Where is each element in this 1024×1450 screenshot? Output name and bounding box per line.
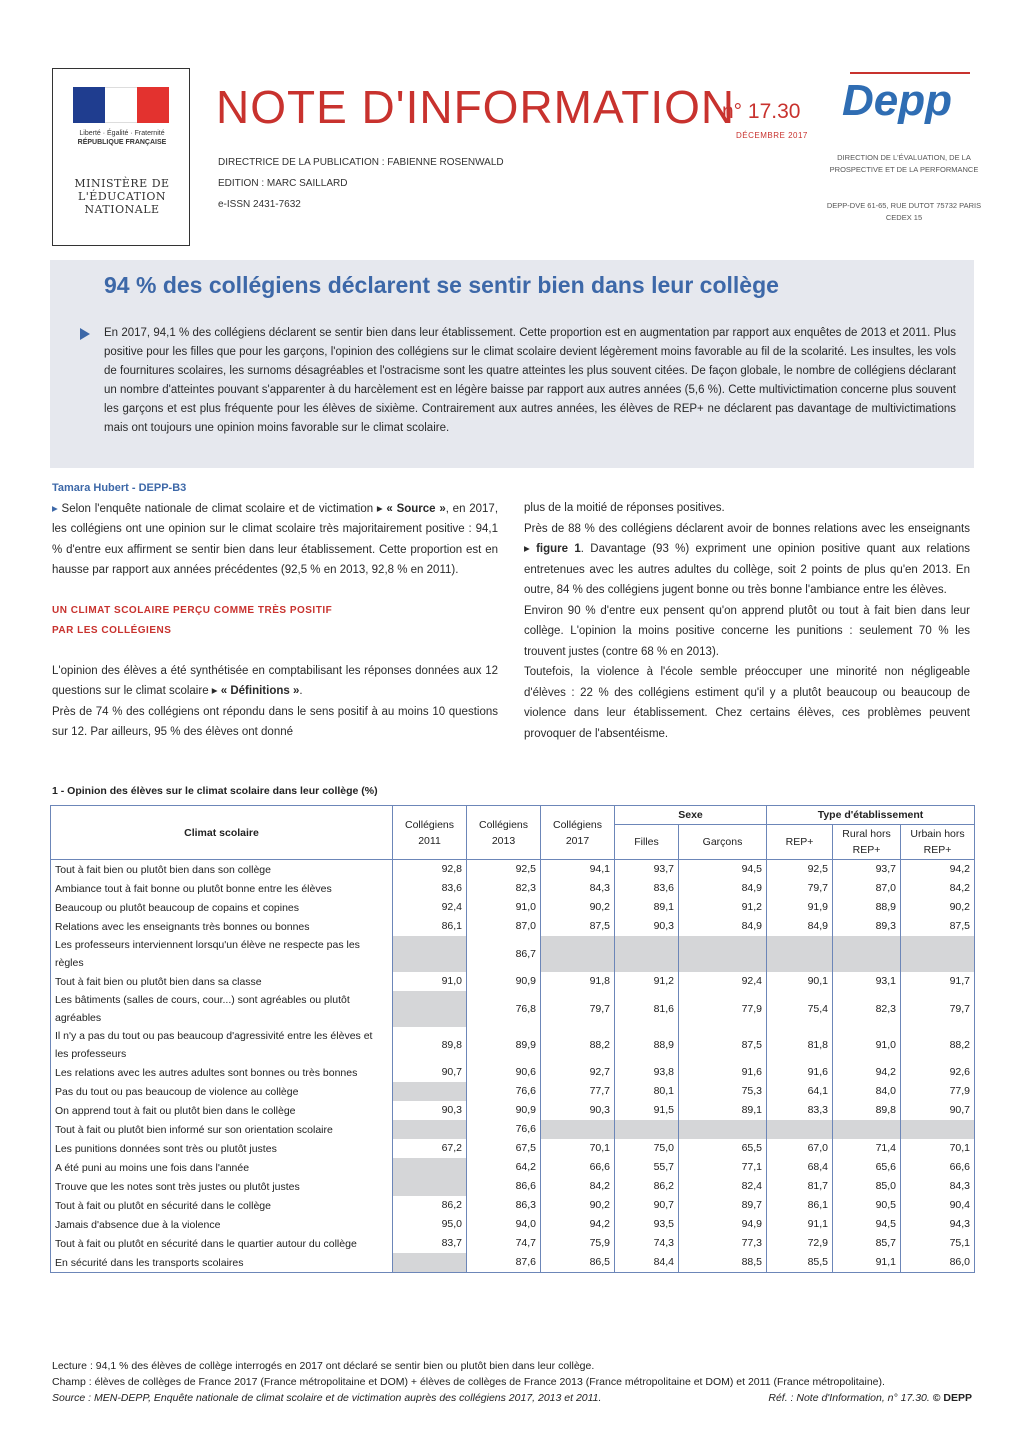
table-cell: 90,3 xyxy=(615,917,679,936)
table-cell: 92,4 xyxy=(679,972,767,991)
table-cell: 94,2 xyxy=(833,1063,901,1082)
table-row xyxy=(51,1234,975,1253)
table-cell: 79,7 xyxy=(767,879,833,898)
table-cell: 86,2 xyxy=(615,1177,679,1196)
table-header-2017: Collégiens 2017 xyxy=(541,806,615,860)
table-row xyxy=(51,1177,975,1196)
table-cell xyxy=(679,936,767,972)
row-label: Beaucoup ou plutôt beaucoup de copains et copines xyxy=(51,898,393,917)
table-cell: 79,7 xyxy=(541,991,615,1027)
table-row xyxy=(51,972,975,991)
row-label: Trouve que les notes sont très justes ou plutôt justes xyxy=(51,1177,393,1196)
table-cell: 92,6 xyxy=(901,1063,975,1082)
table-cell: 77,3 xyxy=(679,1234,767,1253)
table-cell: 92,7 xyxy=(541,1063,615,1082)
table-cell: 75,0 xyxy=(615,1139,679,1158)
depp-rule xyxy=(850,72,970,74)
table-cell: 94,5 xyxy=(679,860,767,880)
table-cell: 75,9 xyxy=(541,1234,615,1253)
table-cell: 87,5 xyxy=(901,917,975,936)
table-cell xyxy=(393,1120,467,1139)
body-right-column xyxy=(524,498,970,744)
table-cell: 86,6 xyxy=(467,1177,541,1196)
table-cell: 68,4 xyxy=(767,1158,833,1177)
table-row xyxy=(51,1101,975,1120)
table-cell: 90,5 xyxy=(833,1196,901,1215)
table-cell: 75,4 xyxy=(767,991,833,1027)
row-label: En sécurité dans les transports scolaires xyxy=(51,1253,393,1273)
table-cell: 90,4 xyxy=(901,1196,975,1215)
table-cell: 84,3 xyxy=(901,1177,975,1196)
table-cell: 75,3 xyxy=(679,1082,767,1101)
triangle-bullet-icon: ▸ xyxy=(52,502,62,515)
table-cell: 91,0 xyxy=(393,972,467,991)
table-cell: 88,9 xyxy=(833,898,901,917)
table-cell: 70,1 xyxy=(541,1139,615,1158)
table-row xyxy=(51,879,975,898)
table-cell: 91,0 xyxy=(833,1027,901,1063)
table-row xyxy=(51,1027,975,1063)
table-cell: 90,6 xyxy=(467,1063,541,1082)
table-cell: 86,3 xyxy=(467,1196,541,1215)
depp-logo: Depp xyxy=(842,76,952,125)
table-cell: 84,9 xyxy=(767,917,833,936)
table-cell: 74,7 xyxy=(467,1234,541,1253)
row-label: Les punitions données sont très ou plutôt justes xyxy=(51,1139,393,1158)
table-cell: 91,9 xyxy=(767,898,833,917)
table-cell: 93,8 xyxy=(615,1063,679,1082)
summary-text: En 2017, 94,1 % des collégiens déclarent se sentir bien dans leur établissement. Cette proportion est en augmentation par rapport aux enquêtes de 2013 et 2011. Plus positive pour les filles que pour les garçons, l'opinion des collégiens sur le climat scolaire devient légèrement moins favorable au fil de la scolarité. Les insultes, les vols de fournitures scolaires, les surnoms désagréables et l'ostracisme sont les quatre atteintes les plus souvent citées. De façon globale, le nombre de collégiens déclarant un nombre d'atteintes pouvant s'apparenter à du harcèlement est en légère baisse par rapport aux autres années (5,6 %). Cette multivictimation concerne plus souvent les garçons et est plus fréquente pour les élèves de sixième. Contrairement aux autres années, les élèves de REP+ ne déclarent pas davantage de multivictimations mais ont toujours une opinion moins favorable sur le climat scolaire. xyxy=(104,327,956,434)
table-cell xyxy=(541,936,615,972)
table-cell xyxy=(767,1120,833,1139)
table-cell: 89,7 xyxy=(679,1196,767,1215)
table-cell: 90,3 xyxy=(541,1101,615,1120)
table-cell: 75,1 xyxy=(901,1234,975,1253)
table-cell xyxy=(393,991,467,1027)
table-header-label: Climat scolaire xyxy=(51,806,393,860)
table-cell: 91,0 xyxy=(467,898,541,917)
champ-note: Champ : élèves de collèges de France 2017 (France métropolitaine et DOM) + élèves de collèges de France 2013 (France métropolitaine et DOM) et 2011 (France métropolitaine). xyxy=(52,1376,885,1388)
edition-credit: EDITION : MARC SAILLARD xyxy=(218,178,348,189)
body-paragraph: plus de la moitié de réponses positives. xyxy=(524,502,725,514)
table-cell: 88,5 xyxy=(679,1253,767,1273)
table-cell xyxy=(767,936,833,972)
table-cell: 91,1 xyxy=(767,1215,833,1234)
summary-box xyxy=(50,260,974,468)
body-paragraph: ▸ Selon l'enquête nationale de climat scolaire et de victimation ▸ « Source », en 2017, les collégiens ont une opinion sur le climat scolaire très majoritairement positive : 94,1 % d'entre eux affirment se sentir bien dans leur établissement. Cette proportion est en hausse par rapport aux années précédentes (92,5 % en 2013, 92,8 % en 2011). xyxy=(52,502,499,576)
table-row xyxy=(51,1120,975,1139)
table-cell: 91,6 xyxy=(767,1063,833,1082)
table-cell: 92,5 xyxy=(467,860,541,880)
row-label: Tout à fait ou plutôt bien informé sur son orientation scolaire xyxy=(51,1120,393,1139)
table-cell: 91,2 xyxy=(679,898,767,917)
table-cell: 90,7 xyxy=(615,1196,679,1215)
table-cell: 83,6 xyxy=(615,879,679,898)
table-cell: 84,4 xyxy=(615,1253,679,1273)
table-cell: 64,2 xyxy=(467,1158,541,1177)
table-cell: 94,9 xyxy=(679,1215,767,1234)
body-paragraph: Toutefois, la violence à l'école semble préoccuper une minorité non négligeable d'élèves : 22 % des collégiens estiment qu'il y a plutôt beaucoup ou beaucoup de violence dans leur établissement. Chez certains élèves, ces problèmes peuvent provoquer de l'absentéisme. xyxy=(524,666,970,740)
table-cell xyxy=(393,1082,467,1101)
table-cell: 90,2 xyxy=(901,898,975,917)
table-cell: 82,3 xyxy=(833,991,901,1027)
table-cell: 88,2 xyxy=(901,1027,975,1063)
table-header-rural: Rural hors REP+ xyxy=(833,825,901,860)
issue-date: DÉCEMBRE 2017 xyxy=(736,131,808,140)
table-cell xyxy=(541,1120,615,1139)
table-cell: 84,9 xyxy=(679,917,767,936)
row-label: Les professeurs interviennent lorsqu'un élève ne respecte pas les règles xyxy=(51,936,393,972)
table-cell: 77,1 xyxy=(679,1158,767,1177)
table-cell: 89,1 xyxy=(679,1101,767,1120)
definitions-link[interactable]: ▸ « Définitions » xyxy=(211,685,300,697)
reference: Réf. : Note d'Information, n° 17.30. xyxy=(768,1392,930,1404)
table-cell: 87,5 xyxy=(541,917,615,936)
table-cell: 89,1 xyxy=(615,898,679,917)
table-cell: 90,2 xyxy=(541,898,615,917)
table-cell: 90,7 xyxy=(393,1063,467,1082)
row-label: Jamais d'absence due à la violence xyxy=(51,1215,393,1234)
table-cell: 84,2 xyxy=(541,1177,615,1196)
table-cell xyxy=(615,936,679,972)
table-row xyxy=(51,1139,975,1158)
ministry-name: MINISTÈRE DE L'ÉDUCATION NATIONALE xyxy=(74,177,170,216)
table-cell: 86,7 xyxy=(467,936,541,972)
table-cell: 85,5 xyxy=(767,1253,833,1273)
source-note: Source : MEN-DEPP, Enquête nationale de climat scolaire et de victimation auprès des collégiens 2017, 2013 et 2011. Réf. : Note d'Information, n° 17.30. © DEPP xyxy=(52,1392,972,1404)
table-cell: 71,4 xyxy=(833,1139,901,1158)
table-cell: 77,7 xyxy=(541,1082,615,1101)
table-cell: 81,7 xyxy=(767,1177,833,1196)
body-paragraph: L'opinion des élèves a été synthétisée en comptabilisant les réponses données aux 12 questions sur le climat scolaire ▸ « Définitions ». xyxy=(52,664,498,697)
table-cell: 93,7 xyxy=(615,860,679,880)
table-cell: 90,3 xyxy=(393,1101,467,1120)
marianne-flag-icon xyxy=(73,87,169,123)
issn: e-ISSN 2431-7632 xyxy=(218,199,301,210)
table-cell: 72,9 xyxy=(767,1234,833,1253)
table-cell: 89,8 xyxy=(833,1101,901,1120)
table-cell: 94,2 xyxy=(541,1215,615,1234)
table-cell xyxy=(901,936,975,972)
table-cell xyxy=(393,1177,467,1196)
table-cell: 76,6 xyxy=(467,1082,541,1101)
table-cell: 92,5 xyxy=(767,860,833,880)
figure-link[interactable]: ▸ figure 1 xyxy=(524,543,581,555)
table-cell xyxy=(615,1120,679,1139)
table-cell: 92,8 xyxy=(393,860,467,880)
table-cell: 86,2 xyxy=(393,1196,467,1215)
table-cell: 65,6 xyxy=(833,1158,901,1177)
table-cell xyxy=(393,936,467,972)
row-label: On apprend tout à fait ou plutôt bien dans le collège xyxy=(51,1101,393,1120)
publication-title: NOTE D'INFORMATION xyxy=(216,81,736,133)
table-cell: 94,3 xyxy=(901,1215,975,1234)
table-cell: 70,1 xyxy=(901,1139,975,1158)
table-cell xyxy=(679,1120,767,1139)
row-label: A été puni au moins une fois dans l'année xyxy=(51,1158,393,1177)
author: Tamara Hubert - DEPP-B3 xyxy=(52,482,187,494)
body-left-column xyxy=(52,478,498,743)
table-cell: 87,0 xyxy=(467,917,541,936)
section-heading: UN CLIMAT SCOLAIRE PERÇU COMME TRÈS POSITIF PAR LES COLLÉGIENS xyxy=(52,604,333,636)
row-label: Pas du tout ou pas beaucoup de violence au collège xyxy=(51,1082,393,1101)
row-label: Ambiance tout à fait bonne ou plutôt bonne entre les élèves xyxy=(51,879,393,898)
climate-table xyxy=(50,805,974,1273)
table-cell: 80,1 xyxy=(615,1082,679,1101)
table-row xyxy=(51,898,975,917)
table-cell: 94,5 xyxy=(833,1215,901,1234)
table-cell: 84,9 xyxy=(679,879,767,898)
table-cell: 91,8 xyxy=(541,972,615,991)
publication-credits xyxy=(218,152,504,215)
table-cell: 89,3 xyxy=(833,917,901,936)
table-cell: 88,9 xyxy=(615,1027,679,1063)
row-label: Tout à fait bien ou plutôt bien dans sa classe xyxy=(51,972,393,991)
table-cell xyxy=(901,1120,975,1139)
table-cell: 74,3 xyxy=(615,1234,679,1253)
table-cell: 94,2 xyxy=(901,860,975,880)
table-cell: 83,3 xyxy=(767,1101,833,1120)
row-label: Tout à fait ou plutôt en sécurité dans le quartier autour du collège xyxy=(51,1234,393,1253)
table-cell: 92,4 xyxy=(393,898,467,917)
row-label: Il n'y a pas du tout ou pas beaucoup d'agressivité entre les élèves et les professeurs xyxy=(51,1027,393,1063)
table-cell: 67,0 xyxy=(767,1139,833,1158)
main-title: 94 % des collégiens déclarent se sentir bien dans leur collège xyxy=(104,272,779,298)
table-cell: 93,5 xyxy=(615,1215,679,1234)
table-title: 1 - Opinion des élèves sur le climat scolaire dans leur collège (%) xyxy=(52,785,378,797)
table-row xyxy=(51,917,975,936)
table-cell: 86,1 xyxy=(767,1196,833,1215)
table-cell: 77,9 xyxy=(679,991,767,1027)
table-header-rep: REP+ xyxy=(767,825,833,860)
table-cell: 91,2 xyxy=(615,972,679,991)
table-header-sexe: Sexe xyxy=(615,806,767,825)
table-header-garcons: Garçons xyxy=(679,825,767,860)
table-cell: 83,6 xyxy=(393,879,467,898)
table-cell: 91,5 xyxy=(615,1101,679,1120)
lecture-note: Lecture : 94,1 % des élèves de collège interrogés en 2017 ont déclaré se sentir bien ou plutôt bien dans leur collège. xyxy=(52,1360,595,1372)
table-cell: 88,2 xyxy=(541,1027,615,1063)
table-cell: 67,2 xyxy=(393,1139,467,1158)
table-cell: 82,3 xyxy=(467,879,541,898)
table-cell: 65,5 xyxy=(679,1139,767,1158)
table-cell: 90,1 xyxy=(767,972,833,991)
table-cell: 83,7 xyxy=(393,1234,467,1253)
table-cell: 77,9 xyxy=(901,1082,975,1101)
row-label: Tout à fait ou plutôt en sécurité dans le collège xyxy=(51,1196,393,1215)
row-label: Les bâtiments (salles de cours, cour...) sont agréables ou plutôt agréables xyxy=(51,991,393,1027)
table-cell: 94,0 xyxy=(467,1215,541,1234)
table-header-2011: Collégiens 2011 xyxy=(393,806,467,860)
table-row xyxy=(51,991,975,1027)
table-header-filles: Filles xyxy=(615,825,679,860)
body-paragraph: Près de 74 % des collégiens ont répondu dans le sens positif à au moins 10 questions sur 12. Par ailleurs, 95 % des élèves ont donné xyxy=(52,705,498,738)
table-cell: 86,5 xyxy=(541,1253,615,1273)
table-cell xyxy=(833,936,901,972)
table-cell: 79,7 xyxy=(901,991,975,1027)
table-row xyxy=(51,1082,975,1101)
table-cell: 76,6 xyxy=(467,1120,541,1139)
row-label: Tout à fait bien ou plutôt bien dans son collège xyxy=(51,860,393,880)
table-cell: 84,0 xyxy=(833,1082,901,1101)
table-row xyxy=(51,1158,975,1177)
table-cell: 87,5 xyxy=(679,1027,767,1063)
table-cell xyxy=(833,1120,901,1139)
table-cell: 64,1 xyxy=(767,1082,833,1101)
depp-subtitle: DIRECTION DE L'ÉVALUATION, DE LA PROSPECTIVE ET DE LA PERFORMANCE xyxy=(829,153,979,174)
table-cell: 90,9 xyxy=(467,1101,541,1120)
table-cell: 87,6 xyxy=(467,1253,541,1273)
table-cell: 81,8 xyxy=(767,1027,833,1063)
table-row xyxy=(51,936,975,972)
table-cell: 89,9 xyxy=(467,1027,541,1063)
triangle-bullet-icon xyxy=(80,328,90,340)
table-row xyxy=(51,1215,975,1234)
table-cell: 93,7 xyxy=(833,860,901,880)
body-paragraph: Environ 90 % d'entre eux pensent qu'on apprend plutôt ou tout à fait bien dans leur collège. L'opinion la moins positive concerne les punitions : seulement 70 % les trouvent justes (contre 68 % en 2013). xyxy=(524,604,970,658)
ministry-motto: Liberté · Égalité · Fraternité RÉPUBLIQUE FRANÇAISE xyxy=(77,130,167,146)
publication-director: DIRECTRICE DE LA PUBLICATION : FABIENNE ROSENWALD xyxy=(218,157,504,168)
table-cell: 91,6 xyxy=(679,1063,767,1082)
table-cell: 95,0 xyxy=(393,1215,467,1234)
table-cell: 90,7 xyxy=(901,1101,975,1120)
table-cell: 91,1 xyxy=(833,1253,901,1273)
table-cell: 66,6 xyxy=(901,1158,975,1177)
table-footnotes xyxy=(52,1358,972,1406)
table-cell: 81,6 xyxy=(615,991,679,1027)
table-header-type: Type d'établissement xyxy=(767,806,975,825)
row-label: Les relations avec les autres adultes sont bonnes ou très bonnes xyxy=(51,1063,393,1082)
row-label: Relations avec les enseignants très bonnes ou bonnes xyxy=(51,917,393,936)
table-row xyxy=(51,1253,975,1273)
table-cell: 76,8 xyxy=(467,991,541,1027)
table-cell: 90,2 xyxy=(541,1196,615,1215)
table-cell: 90,9 xyxy=(467,972,541,991)
table-row xyxy=(51,1196,975,1215)
table-cell: 93,1 xyxy=(833,972,901,991)
table-cell: 67,5 xyxy=(467,1139,541,1158)
table-cell: 55,7 xyxy=(615,1158,679,1177)
source-link[interactable]: ▸ « Source » xyxy=(376,502,446,515)
table-cell: 85,7 xyxy=(833,1234,901,1253)
table-cell: 66,6 xyxy=(541,1158,615,1177)
table-cell: 86,0 xyxy=(901,1253,975,1273)
body-paragraph: Près de 88 % des collégiens déclarent avoir de bonnes relations avec les enseignants ▸ figure 1. Davantage (93 %) expriment une opinion positive quant aux relations entretenues avec les autres adultes du collège, soit 2 points de plus qu'en 2013. En outre, 84 % des collégiens jugent bonne ou très bonne l'ambiance entre les élèves. xyxy=(524,522,970,596)
table-row xyxy=(51,860,975,880)
table-cell: 91,7 xyxy=(901,972,975,991)
table-cell: 89,8 xyxy=(393,1027,467,1063)
table-cell: 84,3 xyxy=(541,879,615,898)
table-cell: 82,4 xyxy=(679,1177,767,1196)
table-row xyxy=(51,1063,975,1082)
issue-number: n° 17.30 xyxy=(722,100,801,123)
table-cell xyxy=(393,1158,467,1177)
table-header-2013: Collégiens 2013 xyxy=(467,806,541,860)
table-cell: 86,1 xyxy=(393,917,467,936)
table-cell: 94,1 xyxy=(541,860,615,880)
table-cell: 87,0 xyxy=(833,879,901,898)
table-cell: 84,2 xyxy=(901,879,975,898)
table-header-urbain: Urbain hors REP+ xyxy=(901,825,975,860)
depp-address: DEPP-DVE 61-65, RUE DUTOT 75732 PARIS CEDEX 15 xyxy=(826,201,982,222)
copyright: © DEPP xyxy=(932,1392,972,1404)
ministry-logo xyxy=(52,68,190,246)
table-cell: 85,0 xyxy=(833,1177,901,1196)
table-cell xyxy=(393,1253,467,1273)
